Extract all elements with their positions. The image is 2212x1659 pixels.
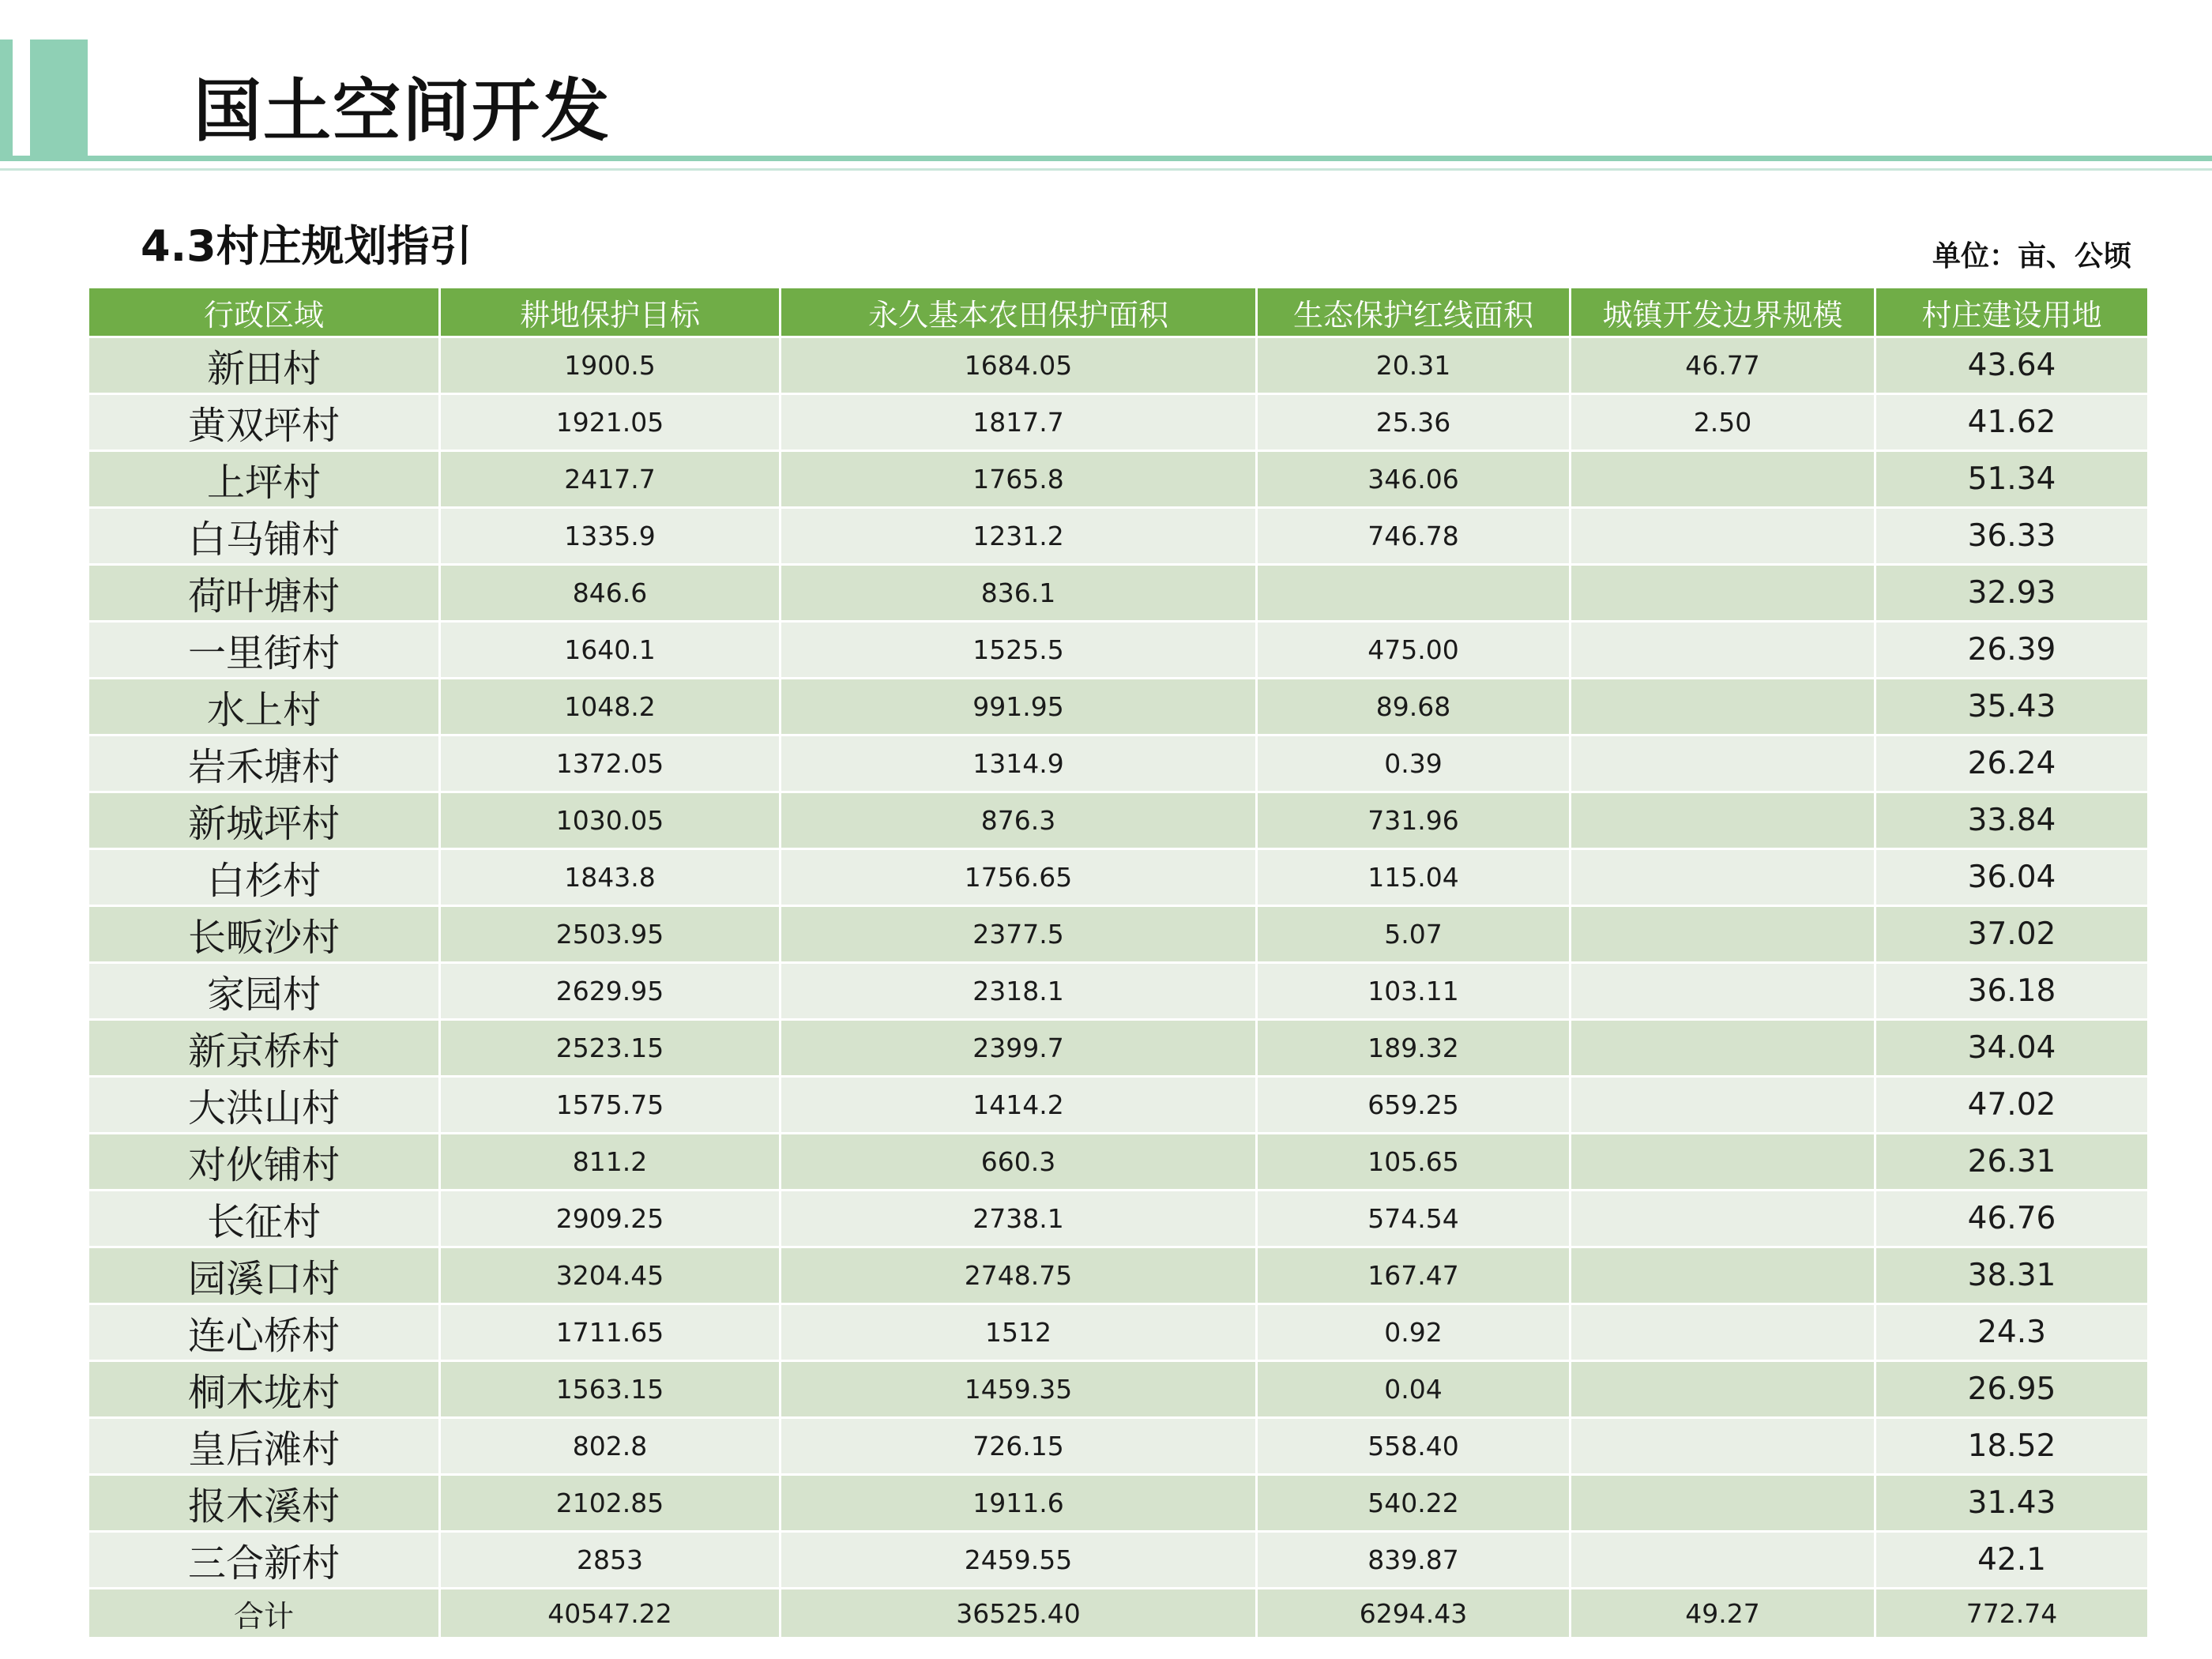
cell-basic-farmland-area: 876.3 — [781, 792, 1257, 849]
table-row — [88, 679, 2149, 735]
village-name-cell: 新京桥村 — [88, 1020, 440, 1077]
cell-farmland-target: 2853 — [440, 1532, 781, 1589]
cell-urban-boundary-scale — [1571, 508, 1875, 565]
cell-village-construction-land: 35.43 — [1875, 679, 2149, 735]
total-eco-redline-area: 6294.43 — [1257, 1589, 1571, 1638]
cell-urban-boundary-scale — [1571, 1077, 1875, 1134]
table-row — [88, 735, 2149, 792]
cell-village-construction-land: 37.02 — [1875, 906, 2149, 963]
cell-basic-farmland-area: 1684.05 — [781, 337, 1257, 394]
cell-village-construction-land: 32.93 — [1875, 565, 2149, 622]
village-planning-table — [87, 286, 2150, 1639]
cell-village-construction-land: 42.1 — [1875, 1532, 2149, 1589]
village-name-cell: 连心桥村 — [88, 1304, 440, 1361]
cell-eco-redline-area: 475.00 — [1257, 622, 1571, 679]
cell-urban-boundary-scale — [1571, 963, 1875, 1020]
cell-urban-boundary-scale — [1571, 735, 1875, 792]
village-name-cell: 长征村 — [88, 1191, 440, 1247]
table-row — [88, 1191, 2149, 1247]
cell-village-construction-land: 26.31 — [1875, 1134, 2149, 1191]
cell-basic-farmland-area: 726.15 — [781, 1418, 1257, 1475]
total-label: 合计 — [88, 1589, 440, 1638]
title-rule-thin — [0, 168, 2212, 171]
cell-village-construction-land: 36.33 — [1875, 508, 2149, 565]
cell-farmland-target: 1711.65 — [440, 1304, 781, 1361]
title-rule — [0, 156, 2212, 161]
cell-eco-redline-area: 731.96 — [1257, 792, 1571, 849]
cell-village-construction-land: 41.62 — [1875, 394, 2149, 451]
village-name-cell: 报木溪村 — [88, 1475, 440, 1532]
cell-urban-boundary-scale — [1571, 1134, 1875, 1191]
cell-farmland-target: 2102.85 — [440, 1475, 781, 1532]
cell-farmland-target: 811.2 — [440, 1134, 781, 1191]
decor-bar-left — [0, 40, 13, 158]
table-row — [88, 963, 2149, 1020]
village-name-cell: 新城坪村 — [88, 792, 440, 849]
table-row — [88, 1475, 2149, 1532]
village-name-cell: 皇后滩村 — [88, 1418, 440, 1475]
village-name-cell: 岩禾塘村 — [88, 735, 440, 792]
cell-farmland-target: 3204.45 — [440, 1247, 781, 1304]
cell-basic-farmland-area: 2318.1 — [781, 963, 1257, 1020]
cell-eco-redline-area: 746.78 — [1257, 508, 1571, 565]
cell-basic-farmland-area: 1314.9 — [781, 735, 1257, 792]
village-name-cell: 家园村 — [88, 963, 440, 1020]
table-row — [88, 1134, 2149, 1191]
cell-eco-redline-area: 115.04 — [1257, 849, 1571, 906]
table-row — [88, 1077, 2149, 1134]
cell-farmland-target: 2909.25 — [440, 1191, 781, 1247]
cell-urban-boundary-scale — [1571, 849, 1875, 906]
cell-village-construction-land: 43.64 — [1875, 337, 2149, 394]
village-name-cell: 园溪口村 — [88, 1247, 440, 1304]
column-header-urban-boundary-scale: 城镇开发边界规模 — [1571, 288, 1875, 337]
cell-eco-redline-area: 5.07 — [1257, 906, 1571, 963]
village-name-cell: 水上村 — [88, 679, 440, 735]
village-name-cell: 黄双坪村 — [88, 394, 440, 451]
decor-bar-right — [30, 40, 88, 158]
cell-village-construction-land: 33.84 — [1875, 792, 2149, 849]
table-row — [88, 451, 2149, 508]
column-header-village-construction-land: 村庄建设用地 — [1875, 288, 2149, 337]
column-header-farmland-target: 耕地保护目标 — [440, 288, 781, 337]
village-name-cell: 大洪山村 — [88, 1077, 440, 1134]
village-name-cell: 对伙铺村 — [88, 1134, 440, 1191]
cell-farmland-target: 1575.75 — [440, 1077, 781, 1134]
cell-village-construction-land: 31.43 — [1875, 1475, 2149, 1532]
cell-eco-redline-area: 659.25 — [1257, 1077, 1571, 1134]
cell-farmland-target: 1030.05 — [440, 792, 781, 849]
cell-basic-farmland-area: 991.95 — [781, 679, 1257, 735]
cell-farmland-target: 802.8 — [440, 1418, 781, 1475]
cell-farmland-target: 846.6 — [440, 565, 781, 622]
cell-basic-farmland-area: 2377.5 — [781, 906, 1257, 963]
cell-village-construction-land: 36.18 — [1875, 963, 2149, 1020]
cell-village-construction-land: 38.31 — [1875, 1247, 2149, 1304]
cell-village-construction-land: 46.76 — [1875, 1191, 2149, 1247]
cell-urban-boundary-scale — [1571, 622, 1875, 679]
cell-basic-farmland-area: 2399.7 — [781, 1020, 1257, 1077]
cell-urban-boundary-scale — [1571, 1361, 1875, 1418]
cell-urban-boundary-scale: 2.50 — [1571, 394, 1875, 451]
cell-basic-farmland-area: 2748.75 — [781, 1247, 1257, 1304]
table-row — [88, 394, 2149, 451]
village-name-cell: 荷叶塘村 — [88, 565, 440, 622]
cell-farmland-target: 2417.7 — [440, 451, 781, 508]
cell-farmland-target: 1335.9 — [440, 508, 781, 565]
table-row — [88, 849, 2149, 906]
table-header-row — [88, 288, 2149, 337]
cell-village-construction-land: 26.24 — [1875, 735, 2149, 792]
cell-urban-boundary-scale — [1571, 565, 1875, 622]
cell-urban-boundary-scale — [1571, 451, 1875, 508]
cell-urban-boundary-scale — [1571, 1247, 1875, 1304]
cell-village-construction-land: 26.39 — [1875, 622, 2149, 679]
table-row — [88, 1532, 2149, 1589]
village-name-cell: 白杉村 — [88, 849, 440, 906]
cell-basic-farmland-area: 1817.7 — [781, 394, 1257, 451]
cell-farmland-target: 1640.1 — [440, 622, 781, 679]
cell-basic-farmland-area: 2738.1 — [781, 1191, 1257, 1247]
cell-urban-boundary-scale — [1571, 792, 1875, 849]
cell-eco-redline-area: 0.04 — [1257, 1361, 1571, 1418]
section-title: 4.3村庄规划指引 — [141, 221, 472, 271]
cell-urban-boundary-scale — [1571, 1532, 1875, 1589]
cell-eco-redline-area: 839.87 — [1257, 1532, 1571, 1589]
village-name-cell: 长畈沙村 — [88, 906, 440, 963]
cell-village-construction-land: 36.04 — [1875, 849, 2149, 906]
table-body — [88, 337, 2149, 1589]
table-row — [88, 1020, 2149, 1077]
cell-basic-farmland-area: 1459.35 — [781, 1361, 1257, 1418]
cell-eco-redline-area: 0.39 — [1257, 735, 1571, 792]
cell-urban-boundary-scale — [1571, 1418, 1875, 1475]
cell-eco-redline-area: 89.68 — [1257, 679, 1571, 735]
cell-urban-boundary-scale — [1571, 1191, 1875, 1247]
cell-eco-redline-area — [1257, 565, 1571, 622]
total-urban-boundary-scale: 49.27 — [1571, 1589, 1875, 1638]
village-name-cell: 上坪村 — [88, 451, 440, 508]
cell-basic-farmland-area: 1756.65 — [781, 849, 1257, 906]
cell-urban-boundary-scale — [1571, 1020, 1875, 1077]
column-header-eco-redline-area: 生态保护红线面积 — [1257, 288, 1571, 337]
table-row — [88, 1361, 2149, 1418]
cell-village-construction-land: 34.04 — [1875, 1020, 2149, 1077]
cell-farmland-target: 2503.95 — [440, 906, 781, 963]
cell-village-construction-land: 18.52 — [1875, 1418, 2149, 1475]
table-row — [88, 337, 2149, 394]
cell-eco-redline-area: 105.65 — [1257, 1134, 1571, 1191]
cell-eco-redline-area: 540.22 — [1257, 1475, 1571, 1532]
cell-farmland-target: 1048.2 — [440, 679, 781, 735]
cell-urban-boundary-scale — [1571, 1475, 1875, 1532]
total-basic-farmland-area: 36525.40 — [781, 1589, 1257, 1638]
cell-farmland-target: 1900.5 — [440, 337, 781, 394]
cell-basic-farmland-area: 2459.55 — [781, 1532, 1257, 1589]
cell-farmland-target: 2523.15 — [440, 1020, 781, 1077]
table-row — [88, 1247, 2149, 1304]
total-village-construction-land: 772.74 — [1875, 1589, 2149, 1638]
cell-basic-farmland-area: 1231.2 — [781, 508, 1257, 565]
page-title: 国土空间开发 — [194, 72, 611, 151]
table-row — [88, 792, 2149, 849]
table-row — [88, 565, 2149, 622]
cell-eco-redline-area: 25.36 — [1257, 394, 1571, 451]
cell-urban-boundary-scale — [1571, 906, 1875, 963]
unit-label: 单位：亩、公顷 — [1932, 240, 2131, 273]
cell-farmland-target: 1921.05 — [440, 394, 781, 451]
cell-farmland-target: 1563.15 — [440, 1361, 781, 1418]
cell-eco-redline-area: 167.47 — [1257, 1247, 1571, 1304]
cell-urban-boundary-scale — [1571, 679, 1875, 735]
table-row — [88, 1418, 2149, 1475]
cell-eco-redline-area: 346.06 — [1257, 451, 1571, 508]
cell-village-construction-land: 51.34 — [1875, 451, 2149, 508]
column-header-basic-farmland-area: 永久基本农田保护面积 — [781, 288, 1257, 337]
cell-basic-farmland-area: 1765.8 — [781, 451, 1257, 508]
cell-eco-redline-area: 558.40 — [1257, 1418, 1571, 1475]
total-farmland-target: 40547.22 — [440, 1589, 781, 1638]
total-row — [88, 1589, 2149, 1638]
cell-village-construction-land: 24.3 — [1875, 1304, 2149, 1361]
cell-farmland-target: 1372.05 — [440, 735, 781, 792]
cell-basic-farmland-area: 660.3 — [781, 1134, 1257, 1191]
cell-eco-redline-area: 20.31 — [1257, 337, 1571, 394]
cell-basic-farmland-area: 1414.2 — [781, 1077, 1257, 1134]
village-name-cell: 一里街村 — [88, 622, 440, 679]
cell-eco-redline-area: 0.92 — [1257, 1304, 1571, 1361]
cell-eco-redline-area: 103.11 — [1257, 963, 1571, 1020]
cell-basic-farmland-area: 1512 — [781, 1304, 1257, 1361]
cell-basic-farmland-area: 836.1 — [781, 565, 1257, 622]
cell-urban-boundary-scale — [1571, 1304, 1875, 1361]
village-name-cell: 三合新村 — [88, 1532, 440, 1589]
village-name-cell: 桐木垅村 — [88, 1361, 440, 1418]
cell-village-construction-land: 47.02 — [1875, 1077, 2149, 1134]
table-row — [88, 508, 2149, 565]
cell-urban-boundary-scale: 46.77 — [1571, 337, 1875, 394]
cell-village-construction-land: 26.95 — [1875, 1361, 2149, 1418]
cell-basic-farmland-area: 1911.6 — [781, 1475, 1257, 1532]
table-row — [88, 1304, 2149, 1361]
cell-farmland-target: 2629.95 — [440, 963, 781, 1020]
column-header-district: 行政区域 — [88, 288, 440, 337]
cell-farmland-target: 1843.8 — [440, 849, 781, 906]
cell-eco-redline-area: 574.54 — [1257, 1191, 1571, 1247]
cell-eco-redline-area: 189.32 — [1257, 1020, 1571, 1077]
village-name-cell: 白马铺村 — [88, 508, 440, 565]
table-row — [88, 906, 2149, 963]
cell-basic-farmland-area: 1525.5 — [781, 622, 1257, 679]
village-name-cell: 新田村 — [88, 337, 440, 394]
table-row — [88, 622, 2149, 679]
